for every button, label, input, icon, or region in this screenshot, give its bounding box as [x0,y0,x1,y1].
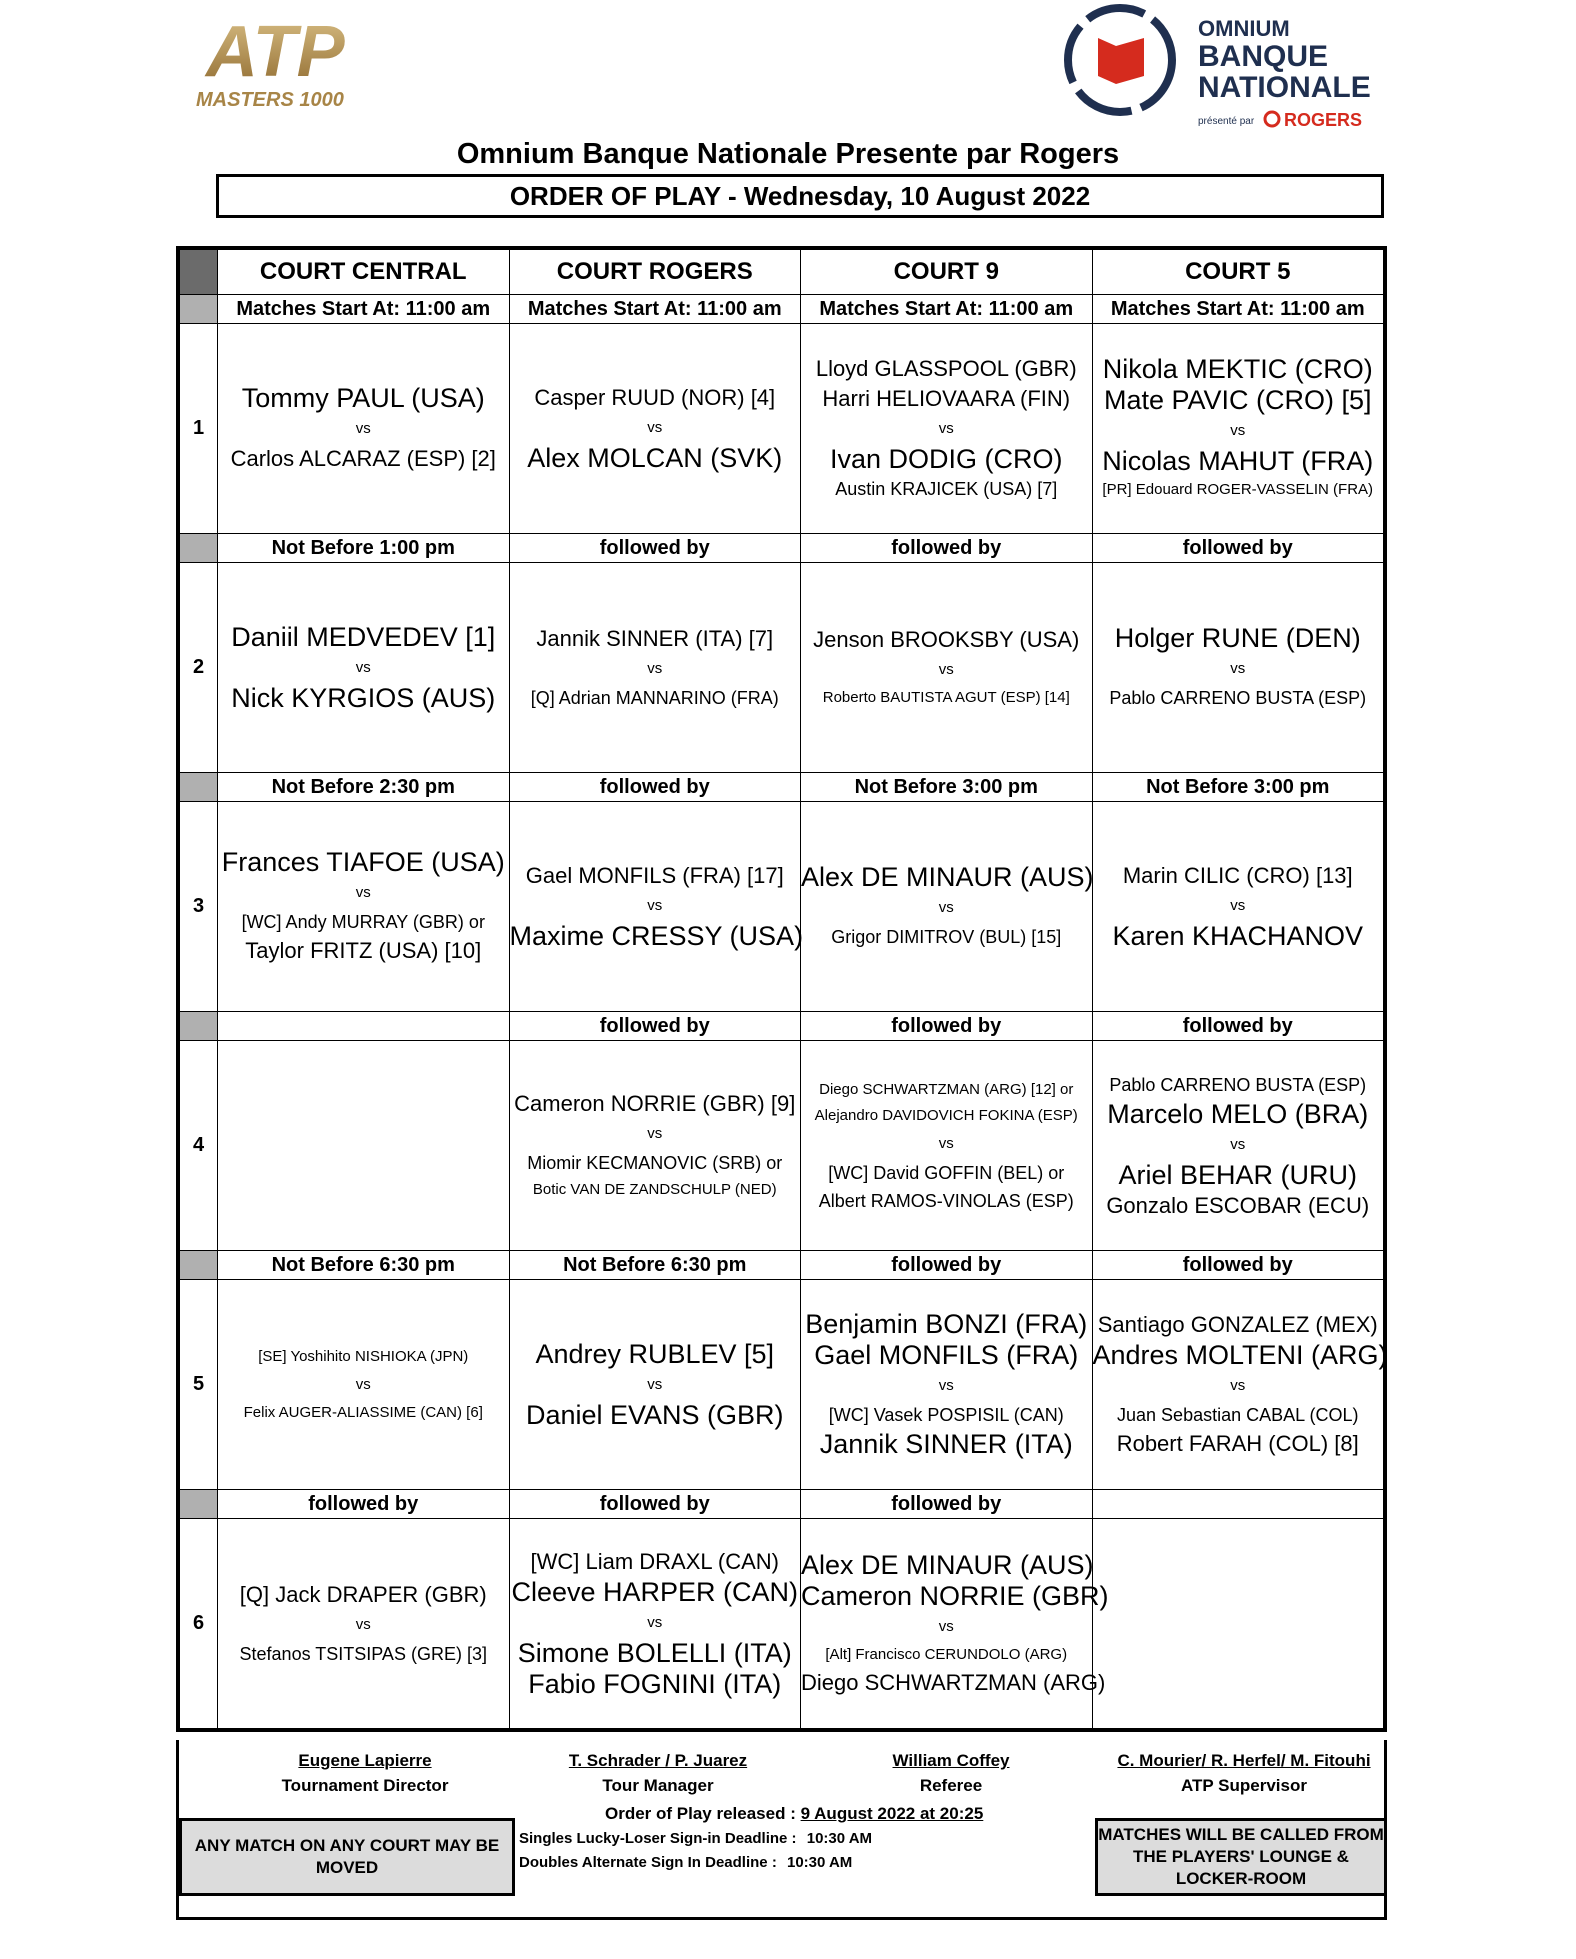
player-name: Diego SCHWARTZMAN (ARG) [801,1669,1106,1695]
player-name: Austin KRAJICEK (USA) [7] [835,479,1058,499]
player-name: Gonzalo ESCOBAR (ECU) [1106,1192,1370,1218]
player-name: Pablo CARRENO BUSTA (ESP) [1109,1074,1367,1095]
player-name: Alejandro DAVIDOVICH FOKINA (ESP) [814,1106,1078,1124]
singles-deadline-value: 10:30 AM [806,1830,873,1847]
gray-marker [180,295,218,324]
match-cell [218,563,510,773]
match-cell [218,1519,510,1729]
singles-deadline [519,1830,872,1847]
player-name: Taylor FRITZ (USA) [10] [245,938,482,963]
match-cell [509,802,804,1012]
match-number: 1 [180,324,218,534]
schedule-note [1092,1490,1384,1519]
vs-label: vs [1230,897,1246,914]
singles-deadline-label: Singles Lucky-Loser Sign-in Deadline : [519,1830,797,1847]
gray-marker [180,1490,218,1519]
gray-marker [180,773,218,802]
player-name: Jannik SINNER (ITA) [7] [536,625,774,651]
match-cell [801,802,1093,1012]
doubles-deadline [519,1854,852,1871]
player-name: Nicolas MAHUT (FRA) [1102,446,1374,476]
player-name: Diego SCHWARTZMAN (ARG) [12] or [819,1080,1074,1098]
vs-label: vs [355,1615,371,1633]
schedule-note: Not Before 6:30 pm [509,1251,801,1280]
match-cell [801,324,1093,534]
gray-marker [180,534,218,563]
separator-row [180,1012,1384,1041]
match-cell [218,802,510,1012]
vs-label: vs [355,658,371,676]
match-number: 3 [180,802,218,1012]
player-name: Albert RAMOS-VINOLAS (ESP) [818,1190,1074,1211]
vs-label: vs [647,1614,663,1631]
match-cell [1092,1280,1388,1490]
player-name: Casper RUUD (NOR) [4] [534,385,776,410]
player-name: Marin CILIC (CRO) [13] [1122,863,1353,888]
footer-panel [176,1740,1387,1920]
vs-label: vs [647,1375,663,1393]
player-name: Maxime CRESSY (USA) [509,921,804,951]
player-name: Alex MOLCAN (SVK) [527,443,783,473]
schedule-note: followed by [1092,534,1384,563]
sponsor-brand: ROGERS [1284,110,1363,130]
sponsor-line-3: NATIONALE [1198,71,1371,104]
schedule-note: followed by [509,773,801,802]
match-row [180,802,1384,1012]
vs-label: vs [1230,1377,1246,1394]
omnium-banque-nationale-logo [1058,0,1388,132]
player-name: Cameron NORRIE (GBR) [801,1580,1109,1611]
player-name: Andrey RUBLEV [5] [535,1338,775,1369]
match-cell [1092,802,1384,1012]
schedule-note: followed by [801,1490,1093,1519]
match-cell [1092,563,1384,773]
match-row [180,1280,1384,1490]
separator-row [180,534,1384,563]
match-cell [801,1041,1093,1251]
player-name: Marcelo MELO (BRA) [1107,1098,1369,1129]
vs-label: vs [355,884,371,901]
official-role: Tour Manager [602,1776,714,1795]
player-name: Benjamin BONZI (FRA) [805,1309,1088,1339]
court-name: COURT 9 [801,250,1093,295]
official-role: Referee [919,1776,983,1795]
match-row [180,563,1384,773]
official-role: ATP Supervisor [1181,1776,1307,1795]
atp-logo-subtext: MASTERS 1000 [196,89,344,111]
start-times-row [180,295,1384,324]
schedule-note: followed by [801,534,1093,563]
official-tournament-director [219,1748,511,1798]
player-name: [PR] Edouard ROGER-VASSELIN (FRA) [1102,481,1374,498]
official-name: William Coffey [892,1751,1010,1770]
match-row [180,1519,1384,1729]
player-name: Roberto BAUTISTA AGUT (ESP) [14] [822,688,1070,706]
court-header-row [180,250,1384,295]
player-name: [WC] David GOFFIN (BEL) or [828,1162,1065,1183]
match-cell [1092,324,1384,534]
sponsor-line-1: OMNIUM [1198,16,1290,41]
player-name: [WC] Andy MURRAY (GBR) or [241,912,485,932]
player-name: Botic VAN DE ZANDSCHULP (NED) [532,1180,777,1198]
release-info [605,1804,983,1824]
player-name: Nick KYRGIOS (AUS) [231,682,496,713]
player-name: Lloyd GLASSPOOL (GBR) [815,356,1077,381]
vs-label: vs [938,420,954,437]
release-value: 9 August 2022 at 20:25 [800,1804,984,1823]
player-name: Ariel BEHAR (URU) [1118,1159,1358,1190]
player-name: [WC] Vasek POSPISIL (CAN) [828,1405,1064,1425]
match-cell [509,1519,801,1729]
schedule-note: followed by [801,1012,1093,1041]
vs-label: vs [355,1375,371,1393]
court-name: COURT 5 [1092,250,1384,295]
schedule-note: followed by [1092,1251,1384,1280]
player-name: [Q] Jack DRAPER (GBR) [239,1581,487,1607]
official-tour-manager [512,1748,804,1798]
schedule-note [218,1012,510,1041]
doubles-deadline-value: 10:30 AM [786,1854,853,1871]
vs-label: vs [1230,422,1246,439]
official-name: C. Mourier/ R. Herfel/ M. Fitouhi [1117,1751,1371,1770]
match-cell [801,1280,1093,1490]
match-cell [801,563,1093,773]
match-number: 5 [180,1280,218,1490]
vs-label: vs [938,660,954,678]
vs-label: vs [647,659,663,677]
schedule-note: followed by [509,1012,801,1041]
player-name: Alex DE MINAUR (AUS) [801,1549,1094,1580]
order-of-play-heading: ORDER OF PLAY - Wednesday, 10 August 2022 [216,174,1384,218]
match-row [180,324,1384,534]
player-name: Mate PAVIC (CRO) [5] [1103,385,1372,415]
vs-label: vs [938,1377,954,1394]
doubles-deadline-label: Doubles Alternate Sign In Deadline : [519,1854,777,1871]
player-name: Tommy PAUL (USA) [241,383,485,413]
start-time: Matches Start At: 11:00 am [1092,295,1384,324]
match-cell [1092,1041,1384,1251]
player-name: Simone BOLELLI (ITA) [517,1638,792,1668]
player-name: Miomir KECMANOVIC (SRB) or [527,1152,783,1173]
separator-row [180,1490,1384,1519]
player-name: [Alt] Francisco CERUNDOLO (ARG) [825,1645,1068,1663]
vs-label: vs [647,419,663,436]
order-of-play-grid [176,246,1387,1732]
vs-label: vs [938,1617,954,1635]
notice-players-lounge: MATCHES WILL BE CALLED FROM THE PLAYERS' LOUNGE & LOCKER-ROOM [1095,1818,1387,1896]
player-name: Grigor DIMITROV (BUL) [15] [831,927,1062,947]
match-cell [218,1280,510,1490]
match-row [180,1041,1384,1251]
player-name: Gael MONFILS (FRA) [17] [525,863,784,888]
tournament-title: Omnium Banque Nationale Presente par Rogers [456,138,1120,170]
player-name: Robert FARAH (COL) [8] [1116,1431,1359,1456]
official-name: T. Schrader / P. Juarez [568,1751,748,1770]
player-name: Fabio FOGNINI (ITA) [528,1669,782,1699]
schedule-note: followed by [1092,1012,1384,1041]
match-cell [509,1280,801,1490]
schedule-note: Not Before 6:30 pm [218,1251,510,1280]
match-cell [218,1041,510,1251]
atp-logo-text: ATP [206,14,345,92]
vs-label: vs [938,899,954,916]
court-name: COURT ROGERS [509,250,801,295]
separator-row [180,1251,1384,1280]
official-role: Tournament Director [281,1776,449,1795]
schedule-note: followed by [509,1490,801,1519]
court-name: COURT CENTRAL [218,250,510,295]
schedule-note: Not Before 2:30 pm [218,773,510,802]
start-time: Matches Start At: 11:00 am [218,295,510,324]
sponsor-line-2: BANQUE [1198,40,1329,73]
player-name: [SE] Yoshihito NISHIOKA (JPN) [258,1347,469,1365]
schedule-note: followed by [218,1490,510,1519]
release-label: Order of Play released : [605,1804,796,1823]
match-number: 4 [180,1041,218,1251]
vs-label: vs [1230,660,1246,677]
player-name: Harri HELIOVAARA (FIN) [822,386,1071,411]
sponsor-presented: présenté par [1198,116,1255,127]
player-name: Cameron NORRIE (GBR) [9] [514,1090,796,1116]
match-cell [218,324,510,534]
notice-match-may-be-moved: ANY MATCH ON ANY COURT MAY BE MOVED [179,1818,515,1896]
match-cell [801,1519,1109,1729]
vs-label: vs [647,1124,663,1142]
match-number: 2 [180,563,218,773]
match-cell [509,563,801,773]
gray-marker [180,1251,218,1280]
corner-cell [180,250,218,295]
start-time: Matches Start At: 11:00 am [509,295,801,324]
player-name: Gael MONFILS (FRA) [814,1340,1079,1370]
match-cell [1092,1519,1384,1729]
vs-label: vs [355,420,371,437]
player-name: Alex DE MINAUR (AUS) [801,862,1094,892]
schedule-note: Not Before 3:00 pm [801,773,1093,802]
official-name: Eugene Lapierre [298,1751,432,1770]
vs-label: vs [647,897,663,914]
player-name: Holger RUNE (DEN) [1114,623,1361,653]
schedule-note: Not Before 1:00 pm [218,534,510,563]
player-name: Daniil MEDVEDEV [1] [231,621,496,652]
official-referee [805,1748,1097,1798]
player-name: Pablo CARRENO BUSTA (ESP) [1109,688,1367,708]
separator-row [180,773,1384,802]
player-name: Juan Sebastian CABAL (COL) [1117,1405,1359,1425]
player-name: Daniel EVANS (GBR) [525,1399,784,1430]
schedule-note: followed by [801,1251,1093,1280]
vs-label: vs [938,1134,954,1152]
atp-masters-1000-logo [186,14,416,124]
player-name: Santiago GONZALEZ (MEX) [1097,1312,1378,1337]
player-name: Jenson BROOKSBY (USA) [813,626,1080,652]
schedule-note: followed by [509,534,801,563]
schedule-note: Not Before 3:00 pm [1092,773,1384,802]
player-name: Frances TIAFOE (USA) [221,847,505,877]
official-atp-supervisor [1098,1748,1390,1798]
player-name: Andres MOLTENI (ARG) [1092,1340,1388,1370]
player-name: Carlos ALCARAZ (ESP) [2] [230,446,496,471]
start-time: Matches Start At: 11:00 am [801,295,1093,324]
player-name: Jannik SINNER (ITA) [819,1429,1073,1459]
player-name: Stefanos TSITSIPAS (GRE) [3] [239,1643,487,1664]
match-cell [509,1041,801,1251]
match-cell [509,324,801,534]
player-name: Karen KHACHANOV [1112,921,1364,951]
vs-label: vs [1230,1135,1246,1153]
player-name: Nikola MEKTIC (CRO) [1102,354,1373,384]
player-name: Ivan DODIG (CRO) [829,444,1063,474]
match-number: 6 [180,1519,218,1729]
player-name: Felix AUGER-ALIASSIME (CAN) [6] [243,1403,483,1421]
gray-marker [180,1012,218,1041]
player-name: [WC] Liam DRAXL (CAN) [530,1549,780,1574]
player-name: Cleeve HARPER (CAN) [511,1577,799,1607]
player-name: [Q] Adrian MANNARINO (FRA) [530,687,779,708]
